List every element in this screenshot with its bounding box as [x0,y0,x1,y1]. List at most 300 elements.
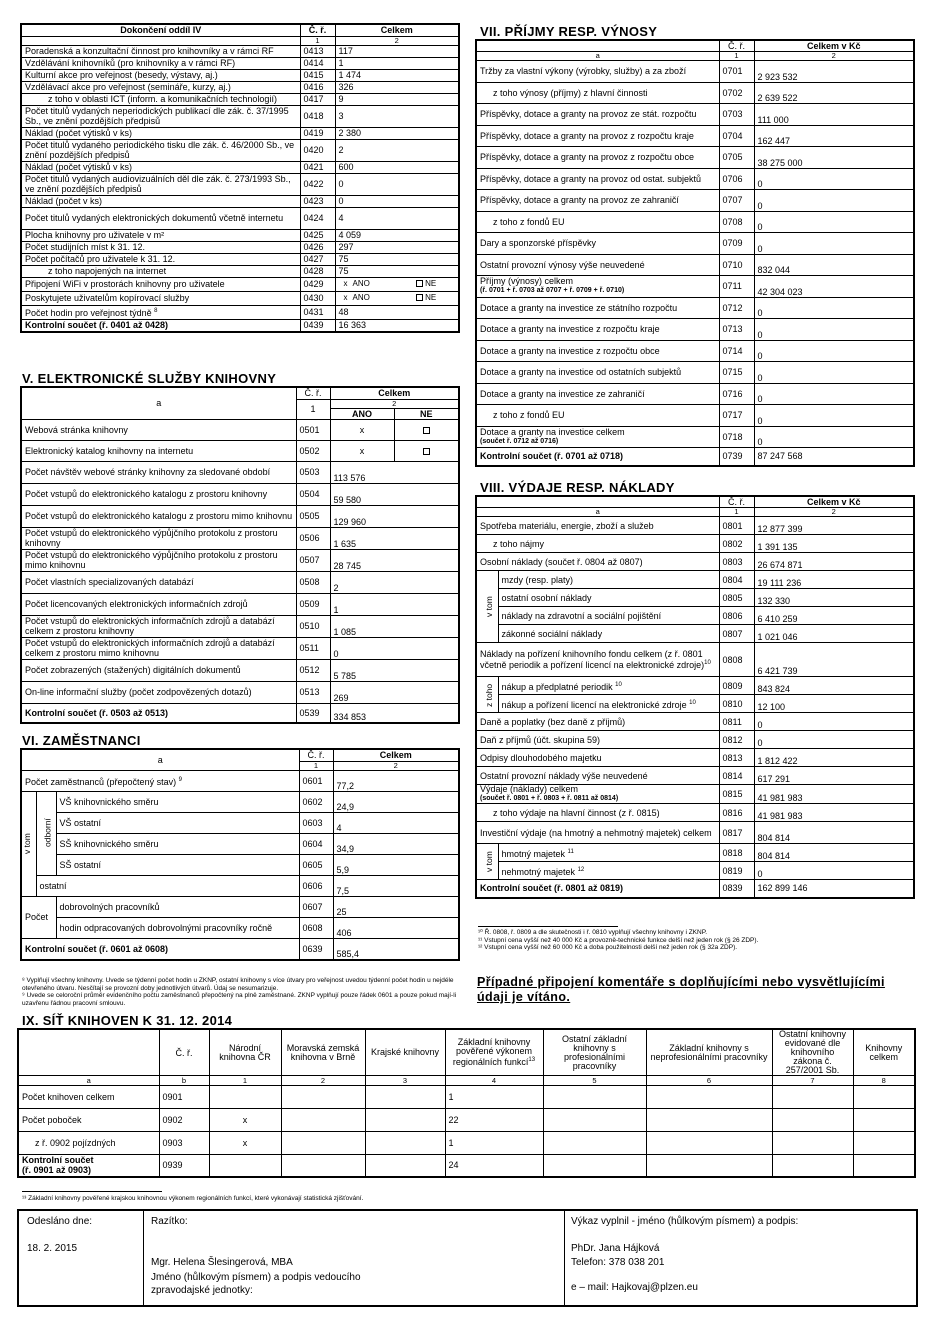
total-value: 334 853 [330,703,459,723]
cell-empty [853,1132,915,1155]
header-celkem: Knihovny celkem [853,1029,915,1076]
row-label: hodin odpracovaných dobrovolnými pracovníky ročně [56,917,299,938]
cell-empty [772,1132,853,1155]
table-row [21,195,459,207]
row-label [476,61,719,83]
table-row [21,173,459,195]
total-value: 24 [445,1155,543,1177]
subheader-2: 2 [330,399,459,408]
row-label-text: Příspěvky, dotace a granty na provoz ze zahraničí [480,195,679,206]
row-code: 0509 [296,593,330,615]
row-value: 2 639 522 [754,82,914,104]
cell-empty [646,1086,772,1109]
row-label-text: Příjmy (výnosy) celkem [480,276,574,287]
row-label: zákonné sociální náklady [498,625,719,643]
row-code: 0701 [719,61,754,83]
row-label-text: Dotace a granty na investice celkem [480,426,625,437]
table-row [476,276,914,298]
row-label-text: Daně a poplatky (bez daně z příjmů) [480,716,626,727]
header-prof: Ostatní základní knihovny s profesionálními pracovníky [543,1029,646,1076]
row-label: Počet knihoven celkem [18,1086,159,1109]
table-row [476,749,914,767]
row-label [476,147,719,169]
footnote-13: ¹³ Základní knihovny pověřené krajskou knihovnou výkonem regionálních funkcí, které vykonávají statistická zjišťování. [22,1195,364,1202]
row-label [476,749,719,767]
table-row [21,93,459,105]
row-value: 326 [335,81,459,93]
row-code: 0507 [296,549,330,571]
row-code: 0902 [159,1109,209,1132]
total-label: Kontrolní součet (ř. 0801 až 0819) [476,880,719,898]
row-label [476,785,719,804]
subheader-2: 2 [754,52,914,61]
row-code: 0431 [300,305,335,319]
yesno-cell [335,291,459,305]
row-label: Počet vstupů do elektronických informačních zdrojů a databází celkem z prostoru mimo knihovnu [21,637,296,659]
row-value: 6 421 739 [754,643,914,677]
row-value: 2 380 [335,127,459,139]
header-total: Celkem v Kč [754,496,914,508]
checkbox-no[interactable] [423,448,430,455]
footnote-ref: 13 [528,1057,536,1063]
total-value: 87 247 568 [754,448,914,466]
row-code: 0506 [296,527,330,549]
row-label-text: Příspěvky, dotace a granty na provoz od ostat. subjektů [480,173,701,184]
row-value: 832 044 [754,254,914,276]
row-label: Náklad (počet výtisků v ks) [21,127,300,139]
row-value: 41 981 983 [754,804,914,822]
row-code: 0501 [296,419,330,440]
row-code: 0708 [719,211,754,233]
total-code: 0439 [300,319,335,332]
subheader-1: 1 [719,52,754,61]
header-cr: Č. ř. [300,24,335,36]
table-row [21,505,459,527]
row-code: 0426 [300,241,335,253]
table-row [476,362,914,384]
header-pover-label: Základní knihovny pověřené výkonem regionálních funkcí [452,1037,533,1067]
table-row [21,81,459,93]
row-code: 0602 [299,791,333,812]
table-row [476,168,914,190]
row-value: 0 [754,211,914,233]
row-value: 804 814 [754,844,914,862]
row-label: Počet studijních míst k 31. 12. [21,241,300,253]
table-row [476,147,914,169]
table-row [476,822,914,844]
row-label [476,340,719,362]
row-label: mzdy (resp. platy) [498,571,719,589]
row-label: Počet licencovaných elektronických informačních zdrojů [21,593,296,615]
row-label: Počet poboček [18,1109,159,1132]
row-code: 0713 [719,319,754,341]
row-label: Počet vstupů do elektronického katalogu z prostoru mimo knihovnu [21,505,296,527]
row-code: 0712 [719,297,754,319]
vtom-label: v tom [476,571,498,643]
row-value: 75 [335,265,459,277]
section-ix-title: IX. SÍŤ KNIHOVEN K 31. 12. 2014 [22,1013,233,1028]
row-code: 0415 [300,69,335,81]
cell-kraj [365,1086,445,1109]
header-cr: Č. ř. [719,496,754,508]
row-label [476,362,719,384]
row-label-text: Daň z příjmů (účt. skupina 59) [480,734,601,745]
stamp-label: Razítko: [151,1216,188,1227]
row-label [476,822,719,844]
row-value: 1 [330,593,459,615]
row-value: 1 085 [330,615,459,637]
row-label: z ř. 0902 pojízdných [18,1132,159,1155]
row-code: 0804 [719,571,754,589]
row-label: náklady na zdravotní a sociální pojištění [498,607,719,625]
row-code: 0703 [719,104,754,126]
row-code: 0903 [159,1132,209,1155]
row-value: 269 [330,681,459,703]
table-row [21,527,459,549]
cell-empty [543,1132,646,1155]
no-cell [394,419,459,440]
subheader-cell: 3 [365,1076,445,1086]
row-value: 406 [333,917,459,938]
row-code: 0702 [719,82,754,104]
row-value: 0 [754,383,914,405]
row-label-text: Příspěvky, dotace a granty na provoz ze stát. rozpočtu [480,109,697,120]
section-v-title: V. ELEKTRONICKÉ SLUŽBY KNIHOVNY [22,371,277,386]
footnote-ref: 9 [178,776,182,783]
no-label: NE [425,279,437,288]
footnotes-right [478,929,918,952]
footnote-ref: 10 [615,681,622,688]
table-row [476,340,914,362]
table-row [476,319,914,341]
table-row [476,211,914,233]
row-label: SŠ ostatní [56,854,299,875]
row-label: Kulturní akce pro veřejnost (besedy, výstavy, aj.) [21,69,300,81]
row-code: 0801 [719,517,754,535]
row-code: 0818 [719,844,754,862]
header-mzk: Moravská zemská knihovna v Brně [281,1029,365,1076]
row-value: 59 580 [330,483,459,505]
table-row [21,105,459,127]
row-value: 113 576 [330,461,459,483]
header-ano: ANO [330,408,394,419]
table-row [476,82,914,104]
row-label-text: Dotace a granty na investice z rozpočtu obce [480,345,660,356]
row-code: 0716 [719,383,754,405]
row-label-text: Tržby za vlastní výkony (výrobky, služby) a za zboží [480,66,687,77]
cell-empty [646,1109,772,1132]
row-code: 0414 [300,57,335,69]
row-code: 0709 [719,233,754,255]
header-cr: Č. ř. [299,749,333,761]
cell-nk [209,1086,281,1109]
row-label-text: Ostatní provozní výnosy výše neuvedené [480,259,645,270]
footnote-12: ¹² Vstupní cena vyšší než 60 000 Kč a doba použitelnosti delší než jeden rok (§ 32a ZDP). [478,944,738,951]
table-row [21,615,459,637]
table-section-iv [20,23,460,333]
row-value: 117 [335,45,459,57]
row-code: 0513 [296,681,330,703]
row-label: Počet vstupů do elektronických informačních zdrojů a databází celkem z prostoru knihovny [21,615,296,637]
section-vii-title: VII. PŘÍJMY RESP. VÝNOSY [480,24,658,39]
row-code: 0816 [719,804,754,822]
table-section-ix [17,1028,916,1178]
row-label [476,297,719,319]
table-row [21,45,459,57]
row-label: ostatní osobní náklady [498,589,719,607]
row-code: 0717 [719,405,754,427]
row-label-text: Dotace a granty na investice z rozpočtu kraje [480,324,660,335]
row-code: 0817 [719,822,754,844]
header-a: a [476,508,719,517]
row-code: 0419 [300,127,335,139]
table-row [476,785,914,804]
row-value: 1 021 046 [754,625,914,643]
row-value: 12 877 399 [754,517,914,535]
table-row [476,767,914,785]
cell-kraj [365,1109,445,1132]
total-value: 16 363 [335,319,459,332]
row-value: 0 [754,340,914,362]
row-code: 0418 [300,105,335,127]
row-label-text: Dotace a granty na investice ze státního rozpočtu [480,302,678,313]
yes-mark: x [330,419,394,440]
table-row [476,61,914,83]
table-row [21,461,459,483]
table-row [21,593,459,615]
hours-label: Počet hodin pro veřejnost týdně [25,308,152,318]
row-label-text: z toho z fondů EU [493,410,565,421]
sent-date: 18. 2. 2015 [27,1243,78,1254]
cell-empty [543,1086,646,1109]
row-label [476,804,719,822]
row-label: Spotřeba materiálu, energie, zboží a služeb [476,517,719,535]
total-label: Kontrolní součet (ř. 0701 až 0718) [476,448,719,466]
table-row [476,405,914,427]
row-value: 6 410 259 [754,607,914,625]
row-sublabel: (součet ř. 0801 + ř. 0803 + ř. 0811 až 0814) [480,795,619,802]
header-a: a [21,749,299,770]
signature-box [17,1209,918,1307]
row-label-text: Výdaje (náklady) celkem [480,784,579,794]
row-value: 0 [754,168,914,190]
row-value: 0 [330,637,459,659]
row-label: Poskytujete uživatelům kopírovací služby [21,291,300,305]
row-label-text: z toho výnosy (příjmy) z hlavní činnosti [493,87,648,98]
header-total: Celkem v Kč [754,40,914,52]
row-value: 162 447 [754,125,914,147]
row-label: Počet vstupů do elektronického výpůjčního protokolu z prostoru knihovny [21,527,296,549]
table-row [18,1109,915,1132]
row-code: 0715 [719,362,754,384]
row-value: 804 814 [754,822,914,844]
cell-nk: x [209,1109,281,1132]
table-row [21,57,459,69]
row-code: 0502 [296,440,330,461]
row-value: 111 000 [754,104,914,126]
no-label: NE [425,293,437,302]
cell-empty [853,1086,915,1109]
total-value: 585,4 [333,938,459,960]
table-row [21,69,459,81]
table-row [476,731,914,749]
total-label: Kontrolní součet (ř. 0503 až 0513) [21,703,296,723]
table-row [21,253,459,265]
row-value: 1 [335,57,459,69]
row-value: 4 [335,207,459,229]
row-value: 12 100 [754,695,914,713]
row-label-text: Příspěvky, dotace a granty na provoz z rozpočtu kraje [480,130,694,141]
checkbox-no[interactable] [416,294,423,301]
row-value: 0 [754,319,914,341]
email: e – mail: Hajkovaj@plzen.eu [571,1282,698,1293]
cell-empty [772,1086,853,1109]
row-value: 0 [754,426,914,448]
row-code: 0706 [719,168,754,190]
table-row [21,241,459,253]
row-code: 0813 [719,749,754,767]
row-label: Počet počítačů pro uživatele k 31. 12. [21,253,300,265]
subheader-2: 2 [754,508,914,517]
row-sublabel: (ř. 0701 + ř. 0703 až 0707 + ř. 0709 + ř. 0710) [480,287,625,295]
row-value: 0 [754,362,914,384]
head-caption: Jméno (hůlkovým písmem) a podpis vedoucího zpravodajské jednotky: [151,1272,361,1296]
row-value: 5 785 [330,659,459,681]
checkbox-no[interactable] [416,280,423,287]
divider [143,1211,144,1305]
row-label: VŠ knihovnického směru [56,791,299,812]
header-kraj: Krajské knihovny [365,1029,445,1076]
row-code: 0714 [719,340,754,362]
cell-pover: 1 [445,1132,543,1155]
row-code: 0812 [719,731,754,749]
total-code: 0739 [719,448,754,466]
pocet-label: Počet [21,896,56,938]
row-label: z toho v oblasti ICT (inform. a komunikačních technologií) [21,93,300,105]
row-label: Elektronický katalog knihovny na internetu [21,440,296,461]
header-ne: NE [394,408,459,419]
divider [564,1211,565,1305]
subheader-cell: 5 [543,1076,646,1086]
row-code: 0604 [299,833,333,854]
invest-label: nehmotný majetek [501,866,576,877]
row-label [21,770,299,791]
row-value: 0 [754,713,914,731]
row-code: 0814 [719,767,754,785]
row-value: 2 [335,139,459,161]
row-value: 600 [335,161,459,173]
subheader-2: 2 [333,761,459,770]
table-row [476,804,914,822]
table-row [476,713,914,731]
total-code: 0939 [159,1155,209,1177]
row-code: 0508 [296,571,330,593]
table-row [21,139,459,161]
subheader-cell: b [159,1076,209,1086]
row-code: 0807 [719,625,754,643]
row-label-text: Dotace a granty na investice ze zahraničí [480,388,645,399]
table-section-v [20,386,460,724]
row-label: Počet titulů vydaných elektronických dokumentů včetně internetu [21,207,300,229]
table-row [476,190,914,212]
row-label-text: Příspěvky, dotace a granty na provoz z rozpočtu obce [480,152,694,163]
row-code: 0707 [719,190,754,212]
row-label [476,125,719,147]
table-row [21,265,459,277]
row-code: 0421 [300,161,335,173]
checkbox-no[interactable] [423,427,430,434]
row-value: 9 [335,93,459,105]
table-row [476,426,914,448]
table-row [21,571,459,593]
row-value: 0 [754,233,914,255]
row-label [476,254,719,276]
row-value: 1 391 135 [754,535,914,553]
r0808-label: Náklady na pořízení knihovního fondu celkem (z ř. 0801 včetně periodik a pořízení licencí na elektronické zdroje) [480,648,705,670]
row-value: 4 [333,812,459,833]
row-label [476,82,719,104]
total-label: Kontrolní součet (ř. 0401 až 0428) [21,319,300,332]
row-label: Náklad (počet výtisků v ks) [21,161,300,173]
row-code: 0430 [300,291,335,305]
row-value: 132 330 [754,589,914,607]
row-label [498,695,719,713]
row-sublabel: (součet ř. 0712 až 0716) [480,437,559,445]
header-total: Celkem [335,24,459,36]
row-value: 1 474 [335,69,459,81]
row-code: 0420 [300,139,335,161]
footnote-10: ¹⁰ Ř. 0808, ř. 0809 a dle skutečnosti i ř. 0810 vyplňují všechny knihovny i ZKNP. [478,929,708,936]
row-value: 0 [335,195,459,207]
subheader-cell: 6 [646,1076,772,1086]
total-code: 0639 [299,938,333,960]
row-value: 42 304 023 [754,276,914,298]
row-label [476,383,719,405]
table-row [21,681,459,703]
no-cell [394,440,459,461]
row-label-text: Odpisy dlouhodobého majetku [480,752,602,763]
row-value: 24,9 [333,791,459,812]
table-row [21,229,459,241]
row-code: 0512 [296,659,330,681]
row-code: 0427 [300,253,335,265]
row-value: 0 [754,862,914,880]
row-code: 0810 [719,695,754,713]
row-label: On-line informační služby (počet zodpovězených dotazů) [21,681,296,703]
total-code: 0539 [296,703,330,723]
row-label [476,405,719,427]
row-label: VŠ ostatní [56,812,299,833]
row-value: 38 275 000 [754,147,914,169]
row-value: 4 059 [335,229,459,241]
row-label: Počet vstupů do elektronického katalogu z prostoru knihovny [21,483,296,505]
subheader-cell: 8 [853,1076,915,1086]
row-code: 0504 [296,483,330,505]
row-label [476,319,719,341]
table-section-vi [20,748,460,961]
row-code: 0819 [719,862,754,880]
row-label [21,305,300,319]
filled-name: PhDr. Jana Hájková [571,1243,660,1254]
row-value: 77,2 [333,770,459,791]
row-code: 0802 [719,535,754,553]
row-value: 7,5 [333,875,459,896]
footnote-divider [478,926,618,927]
row-value: 0 [754,190,914,212]
header-cr: Č. ř. [719,40,754,52]
row-value: 34,9 [333,833,459,854]
filled-label: Výkaz vyplnil - jméno (hůlkovým písmem) a podpis: [571,1216,799,1227]
